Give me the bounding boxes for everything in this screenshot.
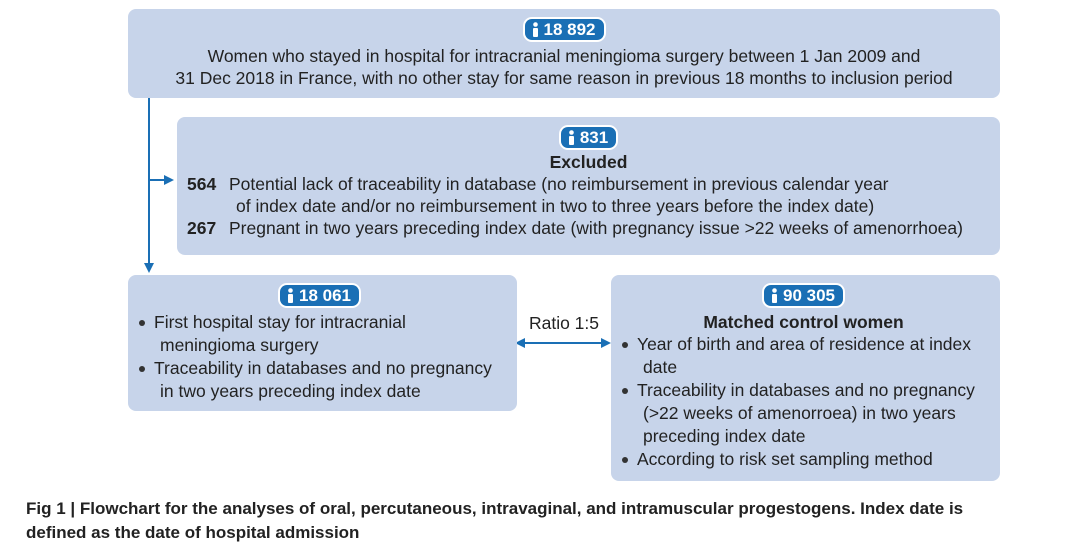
exclusion-reason-line1: Pregnant in two years preceding index date (with pregnancy issue >22 weeks of amenorrhoea) (229, 218, 963, 238)
count-value: 18 892 (543, 19, 596, 39)
list-item: Traceability in databases and no pregnancy in two years preceding index date (132, 357, 507, 403)
count-value: 90 305 (783, 285, 835, 305)
exclusion-item (187, 217, 1000, 239)
controls-box (611, 275, 1000, 481)
person-icon (286, 288, 295, 303)
person-icon (567, 130, 576, 145)
person-icon (531, 22, 540, 37)
count-badge (280, 285, 359, 306)
caption-line2: defined as the date of hospital admission (26, 523, 360, 542)
list-item: First hospital stay for intracranial meningioma surgery (132, 311, 507, 357)
count-value: 831 (579, 127, 609, 147)
list-item: According to risk set sampling method (615, 448, 992, 471)
cases-box (128, 275, 517, 411)
exclusion-count: 267 (187, 218, 217, 238)
exclusion-reason-line2: of index date and/or no reimbursement in two to three years before the index date) (236, 196, 875, 216)
cohort-description-line2: 31 Dec 2018 in France, with no other stay for same reason in previous 18 months to inclusion period (175, 68, 953, 88)
figure-caption (26, 497, 1071, 545)
person-icon (770, 288, 779, 303)
controls-title: Matched control women (703, 312, 904, 332)
count-badge (764, 285, 843, 306)
exclusion-reason-line1: Potential lack of traceability in database (no reimbursement in previous calendar year (229, 174, 889, 194)
count-badge (525, 19, 604, 40)
count-value: 18 061 (299, 285, 351, 305)
cases-criteria-list (132, 311, 507, 403)
excluded-box (177, 117, 1000, 255)
caption-line1: Fig 1 | Flowchart for the analyses of oral, percutaneous, intravaginal, and intramuscular progestogens. Index date is (26, 499, 964, 518)
list-item: Traceability in databases and no pregnancy (>22 weeks of amenorroea) in two years preceding index date (615, 379, 992, 448)
count-badge (561, 127, 616, 148)
exclusion-item (187, 173, 1000, 195)
excluded-title: Excluded (549, 152, 628, 172)
list-item: Year of birth and area of residence at index date (615, 333, 992, 379)
exclusion-count: 564 (187, 174, 217, 194)
initial-cohort-box (128, 9, 1000, 98)
ratio-label: Ratio 1:5 (528, 313, 600, 333)
cohort-description-line1: Women who stayed in hospital for intracranial meningioma surgery between 1 Jan 2009 and (207, 46, 921, 66)
controls-criteria-list (615, 333, 992, 471)
